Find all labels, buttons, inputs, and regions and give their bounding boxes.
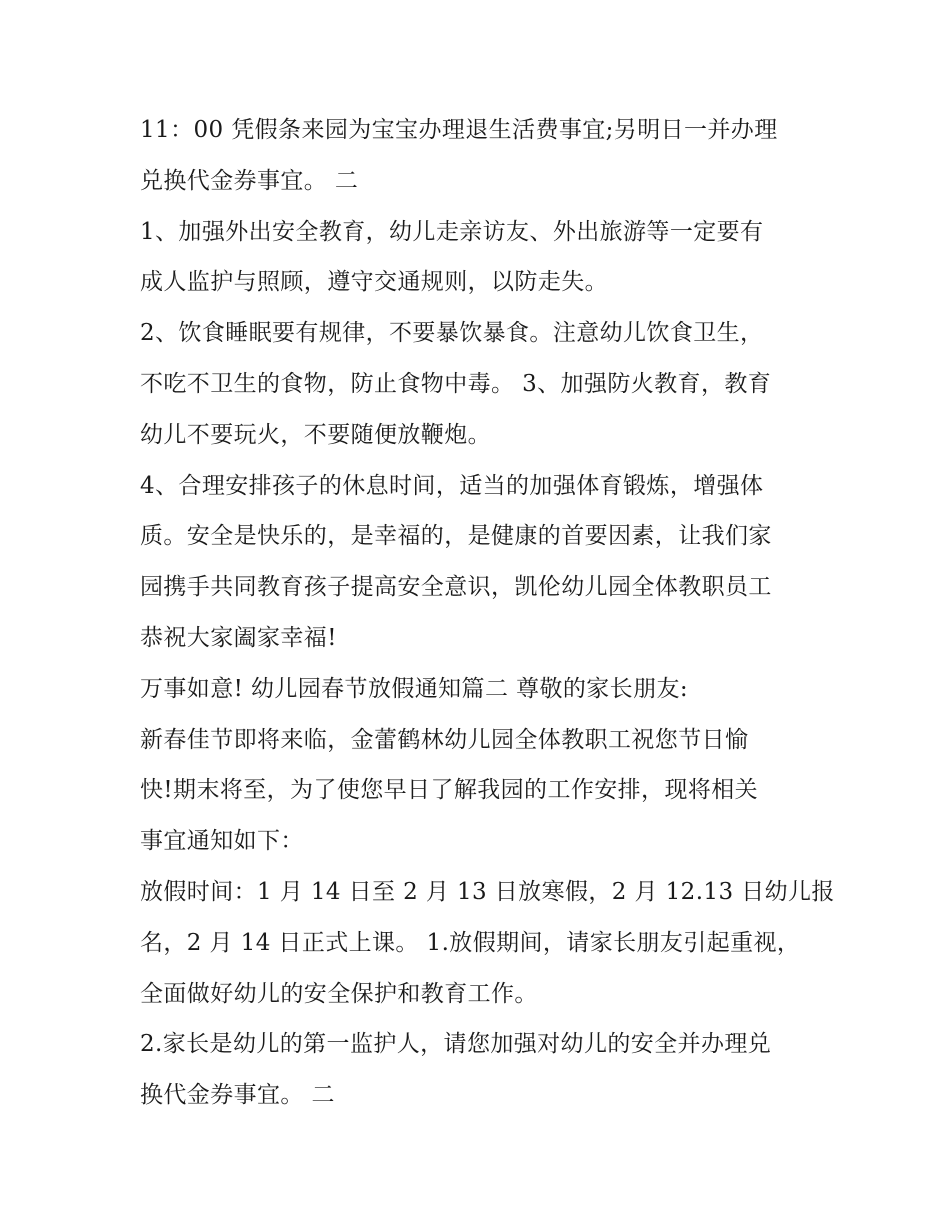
text-line: 新春佳节即将来临，金蕾鹤林幼儿园全体教职工祝您节日愉 [140, 726, 749, 753]
text-line: 1、加强外出安全教育，幼儿走亲访友、外出旅游等一定要有 [140, 218, 764, 245]
text-line: 万事如意! 幼儿园春节放假通知篇二 尊敬的家长朋友: [140, 675, 689, 702]
text-line: 兑换代金券事宜。 二 [140, 167, 359, 194]
text-line: 幼儿不要玩火，不要随便放鞭炮。 [140, 421, 491, 448]
text-line: 恭祝大家阖家幸福! [140, 624, 337, 651]
text-line: 放假时间：1 月 14 日至 2 月 13 日放寒假，2 月 12.13 日幼儿报 [140, 878, 835, 905]
text-line: 全面做好幼儿的安全保护和教育工作。 [140, 980, 538, 1007]
text-line: 事宜通知如下： [140, 828, 304, 855]
document-body [140, 105, 835, 1121]
text-line: 2.家长是幼儿的第一监护人，请您加强对幼儿的安全并办理兑 [140, 1031, 772, 1058]
text-line: 园携手共同教育孩子提高安全意识，凯伦幼儿园全体教职员工 [140, 574, 772, 601]
text-line: 11：00 凭假条来园为宝宝办理退生活费事宜;另明日一并办理 [140, 117, 778, 143]
text-line: 成人监护与照顾，遵守交通规则，以防走失。 [140, 269, 608, 296]
text-line: 名，2 月 14 日正式上课。 1.放假期间，请家长朋友引起重视， [140, 929, 801, 956]
text-line: 2、饮食睡眠要有规律，不要暴饮暴食。注意幼儿饮食卫生， [140, 320, 764, 347]
text-line: 4、合理安排孩子的休息时间，适当的加强体育锻炼，增强体 [140, 472, 764, 499]
text-line: 不吃不卫生的食物，防止食物中毒。 3、加强防火教育，教育 [140, 370, 772, 397]
text-line: 快!期末将至，为了使您早日了解我园的工作安排，现将相关 [140, 777, 759, 804]
text-line: 质。安全是快乐的，是幸福的，是健康的首要因素，让我们家 [140, 523, 772, 550]
text-line: 换代金券事宜。 二 [140, 1082, 335, 1109]
